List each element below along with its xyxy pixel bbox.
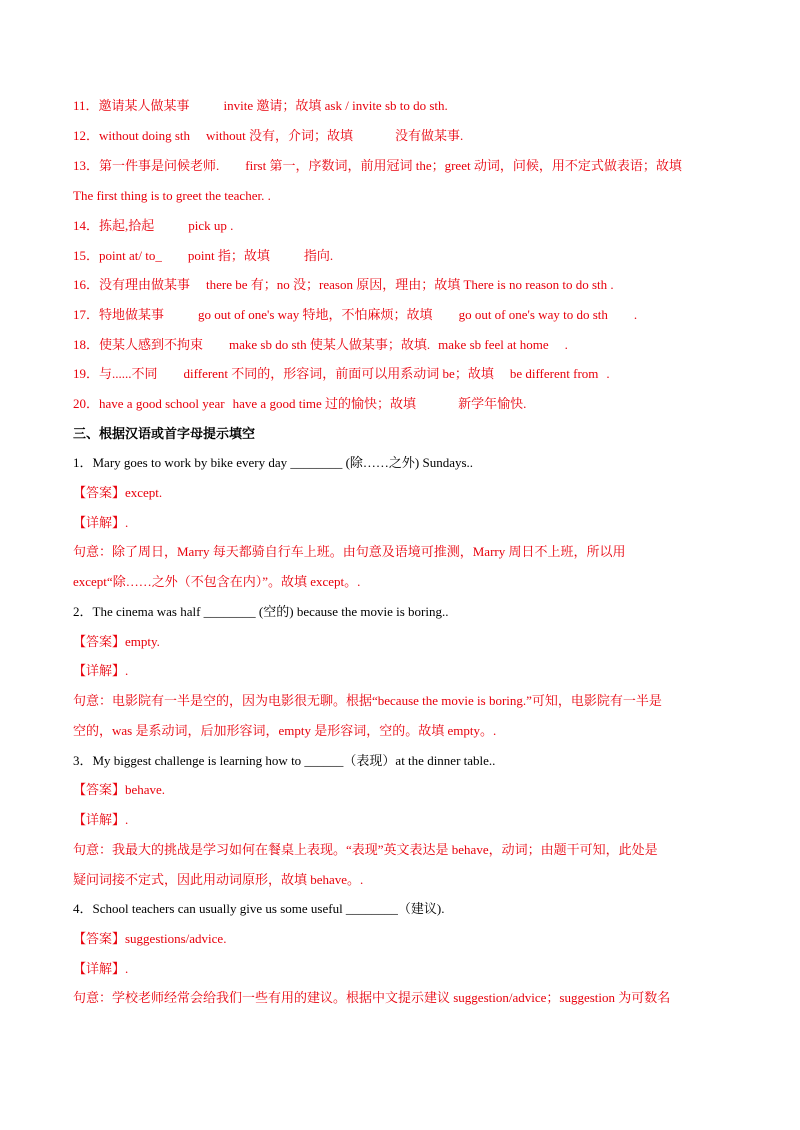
item-answer-value: go out of one's way to do sth bbox=[458, 307, 608, 322]
question-3: 3．My biggest challenge is learning how to ______（表现）at the dinner table.. bbox=[73, 753, 496, 768]
item-answer-value: 新学年愉快. bbox=[458, 396, 527, 411]
answer-2: 【答案】empty. bbox=[73, 634, 160, 649]
item-answer-value: 指向. bbox=[303, 248, 334, 263]
item-answer: there be 有；no 没；reason 原因，理由；故填 There is no reason to do sth . bbox=[206, 277, 614, 292]
question-4: 4．School teachers can usually give us some useful ________（建议). bbox=[73, 901, 445, 916]
item-13-continued bbox=[73, 187, 740, 205]
question-2: 2．The cinema was half ________ (空的) because the movie is boring.. bbox=[73, 604, 449, 619]
answer-3: 【答案】behave. bbox=[73, 782, 166, 797]
item-answer-value: The first thing is to greet the teacher. . bbox=[73, 188, 271, 203]
item-answer-end: . bbox=[633, 307, 638, 322]
detail-label-1: 【详解】. bbox=[73, 515, 129, 530]
item-number: 11． bbox=[73, 98, 99, 113]
item-answer-value: be different from bbox=[509, 366, 599, 381]
item-answer: pick up . bbox=[188, 218, 234, 233]
item-answer-end: . bbox=[564, 337, 568, 352]
section-title: 三、根据汉语或首字母提示填空 bbox=[73, 426, 256, 441]
explanation-3-line-1: 句意：我最大的挑战是学习如何在餐桌上表现。“表现”英文表达是 behave，动词；由题干可知，此处是 bbox=[73, 842, 658, 857]
explanation-2-line-2: 空的，was 是系动词，后加形容词，empty 是形容词，空的。故填 empty。. bbox=[73, 723, 497, 738]
item-answer-value: 没有做某事. bbox=[395, 128, 464, 143]
item-number: 17． bbox=[73, 307, 100, 322]
item-11 bbox=[73, 97, 740, 115]
question-1: 1．Mary goes to work by bike every day ________ (除……之外) Sundays.. bbox=[73, 455, 474, 470]
item-prompt: 没有理由做某事 bbox=[99, 277, 191, 292]
item-prompt: have a good school year bbox=[99, 396, 225, 411]
explanation-1-line-1: 句意：除了周日，Marry 每天都骑自行车上班。由句意及语境可推测，Marry 周日不上班，所以用 bbox=[73, 544, 626, 559]
item-number: 13． bbox=[73, 158, 100, 173]
item-prompt: 邀请某人做某事 bbox=[98, 98, 190, 113]
answer-1: 【答案】except. bbox=[73, 485, 163, 500]
explanation-4-line-1: 句意：学校老师经常会给我们一些有用的建议。根据中文提示建议 suggestion/advice；suggestion 为可数名 bbox=[73, 990, 671, 1005]
item-answer-value: make sb feel at home bbox=[438, 337, 549, 352]
item-answer: point 指；故填 bbox=[187, 248, 270, 263]
item-answer-end: . bbox=[606, 366, 610, 381]
item-number: 19． bbox=[73, 366, 100, 381]
item-17 bbox=[73, 306, 740, 324]
item-number: 14． bbox=[73, 218, 100, 233]
item-14 bbox=[73, 217, 740, 235]
detail-label-2: 【详解】. bbox=[73, 663, 129, 678]
item-number: 15． bbox=[73, 248, 100, 263]
item-number: 16． bbox=[73, 277, 100, 292]
item-answer: invite 邀请；故填 ask / invite sb to do sth. bbox=[223, 98, 448, 113]
item-18 bbox=[73, 336, 740, 354]
item-answer: have a good time 过的愉快；故填 bbox=[232, 396, 417, 411]
item-number: 20． bbox=[73, 396, 100, 411]
item-prompt: 拣起,拾起 bbox=[99, 218, 155, 233]
item-answer: different 不同的，形容词，前面可以用系动词 be；故填 bbox=[183, 366, 494, 381]
item-prompt: without doing sth bbox=[99, 128, 191, 143]
item-answer: without 没有，介词；故填 bbox=[206, 128, 354, 143]
item-prompt: 特地做某事 bbox=[99, 307, 165, 322]
item-prompt: 第一件事是问候老师. bbox=[99, 158, 220, 173]
explanation-2-line-1: 句意：电影院有一半是空的，因为电影很无聊。根据“because the movie is boring.”可知，电影院有一半是 bbox=[73, 693, 662, 708]
item-19 bbox=[73, 365, 740, 383]
item-number: 12． bbox=[73, 128, 100, 143]
item-20 bbox=[73, 395, 740, 413]
answer-4: 【答案】suggestions/advice. bbox=[73, 931, 227, 946]
detail-label-4: 【详解】. bbox=[73, 961, 129, 976]
explanation-1-line-2: except“除……之外（不包含在内）”。故填 except。. bbox=[73, 574, 361, 589]
item-15 bbox=[73, 247, 740, 265]
item-answer: first 第一，序数词，前用冠词 the；greet 动词，问候，用不定式做表语；故填 bbox=[245, 158, 682, 173]
item-number: 18． bbox=[73, 337, 100, 352]
item-prompt: 与......不同 bbox=[99, 366, 158, 381]
item-prompt: point at/ to_ bbox=[99, 248, 162, 263]
explanation-3-line-2: 疑问词接不定式，因此用动词原形，故填 behave。. bbox=[73, 872, 364, 887]
item-12 bbox=[73, 127, 740, 145]
detail-label-3: 【详解】. bbox=[73, 812, 129, 827]
item-prompt: 使某人感到不拘束 bbox=[99, 337, 204, 352]
item-answer: make sb do sth 使某人做某事；故填. bbox=[229, 337, 431, 352]
item-13 bbox=[73, 157, 740, 175]
item-answer: go out of one's way 特地，不怕麻烦；故填 bbox=[198, 307, 433, 322]
item-16 bbox=[73, 276, 740, 294]
